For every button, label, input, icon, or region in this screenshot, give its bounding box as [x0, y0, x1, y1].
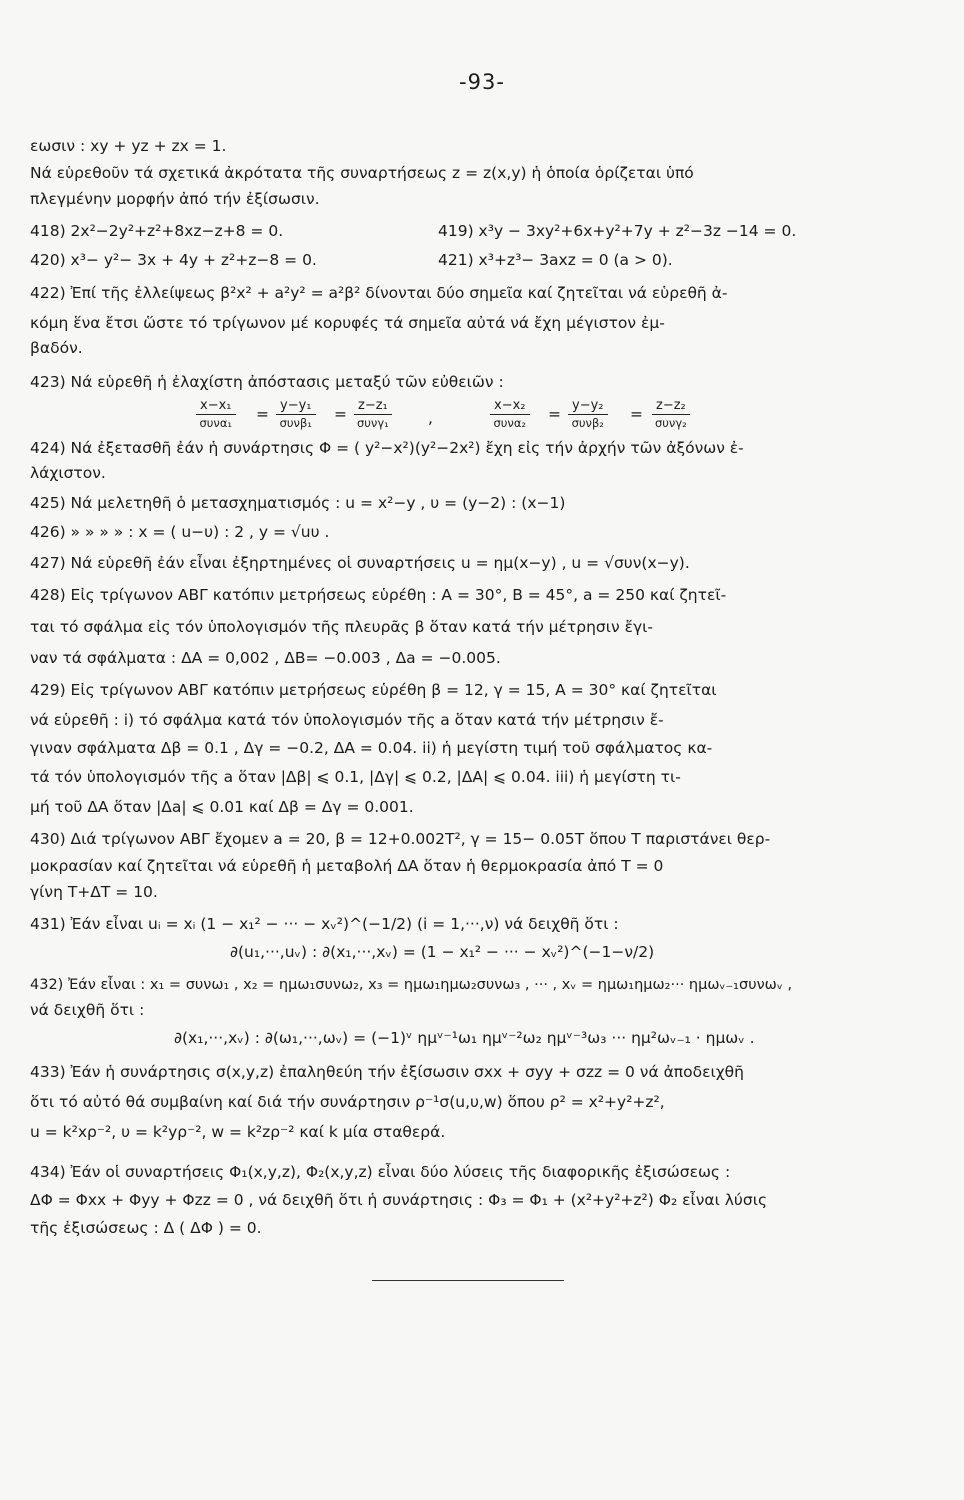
fraction-denominator: συνγ₁	[356, 416, 389, 430]
text-line: λάχιστον.	[30, 464, 106, 482]
fraction-denominator: συνα₂	[493, 416, 527, 430]
equals-sign: =	[630, 405, 643, 423]
fraction-numerator: z−z₂	[652, 398, 690, 415]
exercise-426: 426) » » » » : x = ( u−υ) : 2 , y = √uυ .	[30, 523, 330, 541]
fraction	[652, 398, 690, 431]
formula-line: ∂(u₁,···,uᵥ) : ∂(x₁,···,xᵥ) = (1 − x₁² − ··· − xᵥ²)^(−1−ν/2)	[230, 943, 655, 961]
exercise-432: 432) Ἐάν εἶναι : x₁ = συνω₁ , x₂ = ημω₁συνω₂, x₃ = ημω₁ημω₂συνω₃ , ··· , xᵥ = ημω₁ημω₂··· ημωᵥ₋₁συνωᵥ ,	[30, 977, 793, 993]
equals-sign: =	[548, 405, 561, 423]
text-line: εωσιν : xy + yz + zx = 1.	[30, 137, 227, 155]
formula-line: ∂(x₁,···,xᵥ) : ∂(ω₁,···,ωᵥ) = (−1)ᵛ ημᵛ⁻¹ω₁ ημᵛ⁻²ω₂ ημᵛ⁻³ω₃ ··· ημ²ωᵥ₋₁ · ημωᵥ .	[174, 1029, 755, 1047]
fraction	[354, 398, 392, 431]
text-line: βαδόν.	[30, 339, 83, 357]
exercise-422: 422) Ἐπί τῆς ἐλλείψεως β²x² + a²y² = a²β² δίνονται δύο σημεῖα καί ζητεῖται νά εὑρεθῆ ἀ-	[30, 284, 728, 302]
fraction	[568, 398, 608, 431]
exercise-421: 421) x³+z³− 3axz = 0 (a > 0).	[438, 251, 673, 269]
page-number: -93-	[459, 70, 505, 94]
fraction	[490, 398, 530, 431]
exercise-427: 427) Νά εὑρεθῆ ἐάν εἶναι ἐξηρτημένες οἱ συναρτήσεις u = ημ(x−y) , u = √συν(x−y).	[30, 554, 690, 572]
exercise-428: 428) Εἰς τρίγωνον ΑΒΓ κατόπιν μετρήσεως εὑρέθη : A = 30°, B = 45°, a = 250 καί ζητεῖ-	[30, 586, 727, 604]
text-line: μοκρασίαν καί ζητεῖται νά εὑρεθῆ ἡ μεταβολή ΔΑ ὅταν ἡ θερμοκρασία ἀπό T = 0	[30, 857, 664, 875]
fraction-numerator: x−x₁	[196, 398, 236, 415]
text-line: τῆς ἐξισώσεως : Δ ( ΔΦ ) = 0.	[30, 1219, 262, 1237]
text-line: κόμη ἕνα ἔτσι ὥστε τό τρίγωνον μέ κορυφές τά σημεῖα αὐτά νά ἔχη μέγιστον ἐμ-	[30, 314, 665, 332]
exercise-419: 419) x³y − 3xy²+6x+y²+7y + z²−3z −14 = 0.	[438, 222, 797, 240]
exercise-429: 429) Εἰς τρίγωνον ΑΒΓ κατόπιν μετρήσεως εὑρέθη β = 12, γ = 15, A = 30° καί ζητεῖται	[30, 681, 717, 699]
fraction	[276, 398, 316, 431]
comma: ,	[428, 409, 433, 427]
text-line: γίνη T+ΔT = 10.	[30, 883, 158, 901]
fraction-numerator: y−y₁	[276, 398, 316, 415]
text-line: ΔΦ = Φxx + Φyy + Φzz = 0 , νά δειχθῆ ὅτι ἡ συνάρτησις : Φ₃ = Φ₁ + (x²+y²+z²) Φ₂ εἶναι λύσις	[30, 1191, 768, 1209]
exercise-418: 418) 2x²−2y²+z²+8xz−z+8 = 0.	[30, 222, 284, 240]
text-line: ται τό σφάλμα εἰς τόν ὑπολογισμόν τῆς πλευρᾶς β ὅταν κατά τήν μέτρησιν ἔγι-	[30, 618, 653, 636]
text-line: νά εὑρεθῆ : i) τό σφάλμα κατά τόν ὑπολογισμόν τῆς a ὅταν κατά τήν μέτρησιν ἔ-	[30, 711, 664, 729]
exercise-424: 424) Νά ἐξετασθῆ ἐάν ἡ συνάρτησις Φ = ( y²−x²)(y²−2x²) ἔχη εἰς τήν ἀρχήν τῶν ἀξόνων ἐ-	[30, 439, 744, 457]
fraction-numerator: x−x₂	[490, 398, 530, 415]
exercise-420: 420) x³− y²− 3x + 4y + z²+z−8 = 0.	[30, 251, 317, 269]
exercise-433: 433) Ἐάν ἡ συνάρτησις σ(x,y,z) ἐπαληθεύη τήν ἐξίσωσιν σxx + σyy + σzz = 0 νά ἀποδειχθῆ	[30, 1063, 744, 1081]
exercise-431: 431) Ἐάν εἶναι uᵢ = xᵢ (1 − x₁² − ··· − xᵥ²)^(−1/2) (i = 1,···,ν) νά δειχθῆ ὅτι :	[30, 915, 619, 933]
fraction-numerator: z−z₁	[354, 398, 392, 415]
fraction-numerator: y−y₂	[568, 398, 608, 415]
text-line: μή τοῦ ΔΑ ὅταν |Δa| ⩽ 0.01 καί Δβ = Δγ = 0.001.	[30, 798, 414, 816]
equals-sign: =	[256, 405, 269, 423]
text-line: ὅτι τό αὐτό θά συμβαίνη καί διά τήν συνάρτησιν ρ⁻¹σ(u,υ,w) ὅπου ρ² = x²+y²+z²,	[30, 1093, 665, 1111]
text-line: πλεγμένην μορφήν ἀπό τήν ἐξίσωσιν.	[30, 190, 320, 208]
fraction	[196, 398, 236, 431]
text-line: u = k²xρ⁻², υ = k²yρ⁻², w = k²zρ⁻² καί k μία σταθερά.	[30, 1123, 446, 1141]
text-line: Νά εὑρεθοῦν τά σχετικά ἀκρότατα τῆς συναρτήσεως z = z(x,y) ἡ ὁποία ὁρίζεται ὑπό	[30, 164, 694, 182]
fraction-denominator: συνα₁	[199, 416, 233, 430]
exercise-425: 425) Νά μελετηθῆ ὁ μετασχηματισμός : u = x²−y , υ = (y−2) : (x−1)	[30, 494, 566, 512]
equals-sign: =	[334, 405, 347, 423]
fraction-denominator: συνβ₂	[571, 416, 604, 430]
end-rule	[372, 1280, 564, 1281]
text-line: γιναν σφάλματα Δβ = 0.1 , Δγ = −0.2, ΔΑ = 0.04. ii) ἡ μεγίστη τιμή τοῦ σφάλματος κα-	[30, 739, 713, 757]
exercise-423: 423) Νά εὑρεθῆ ἡ ἐλαχίστη ἀπόστασις μεταξύ τῶν εὐθειῶν :	[30, 373, 504, 391]
text-line: τά τόν ὑπολογισμόν τῆς a ὅταν |Δβ| ⩽ 0.1, |Δγ| ⩽ 0.2, |ΔΑ| ⩽ 0.04. iii) ἡ μεγίστη τι-	[30, 768, 681, 786]
text-line: ναν τά σφάλματα : ΔΑ = 0,002 , ΔΒ= −0.003 , Δa = −0.005.	[30, 649, 501, 667]
fraction-denominator: συνγ₂	[654, 416, 687, 430]
exercise-430: 430) Διά τρίγωνον ΑΒΓ ἔχομεν a = 20, β = 12+0.002T², γ = 15− 0.05T ὅπου T παριστάνει θερ-	[30, 830, 771, 848]
text-line: νά δειχθῆ ὅτι :	[30, 1001, 145, 1019]
exercise-434: 434) Ἐάν οἱ συναρτήσεις Φ₁(x,y,z), Φ₂(x,y,z) εἶναι δύο λύσεις τῆς διαφορικῆς ἐξισώσεως :	[30, 1163, 731, 1181]
fraction-denominator: συνβ₁	[279, 416, 312, 430]
